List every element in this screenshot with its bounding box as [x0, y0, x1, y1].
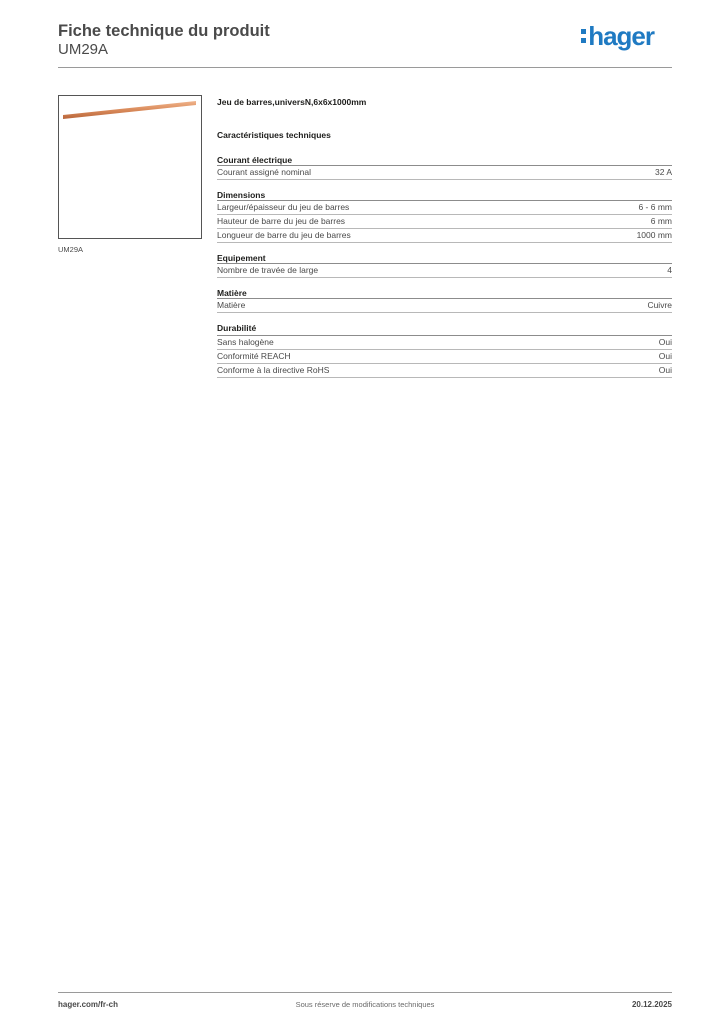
spec-row	[217, 264, 672, 278]
spec-row	[217, 201, 672, 215]
section-heading: Equipement	[217, 252, 672, 264]
spec-value: 6 - 6 mm	[638, 202, 672, 212]
spec-value: Oui	[658, 351, 672, 361]
logo-colon-mark	[581, 29, 586, 43]
product-image	[58, 95, 202, 239]
spec-value: Oui	[658, 337, 672, 347]
section-heading: Durabilité	[217, 322, 672, 336]
footer-date: 20.12.2025	[631, 1000, 672, 1009]
logo-text: hager	[588, 21, 654, 51]
spec-row	[217, 350, 672, 364]
spec-value: Oui	[658, 365, 672, 375]
spec-section-electrical	[217, 154, 672, 180]
spec-value: Cuivre	[647, 300, 672, 310]
copper-busbar-icon	[59, 96, 201, 238]
spec-row	[217, 229, 672, 243]
spec-label: Courant assigné nominal	[217, 167, 312, 177]
spec-row	[217, 166, 672, 180]
spec-row	[217, 299, 672, 313]
spec-section-dimensions	[217, 189, 672, 243]
document-title: Fiche technique du produit	[58, 22, 270, 40]
hager-logo	[581, 22, 654, 50]
page-header	[58, 20, 672, 68]
spec-label: Largeur/épaisseur du jeu de barres	[217, 202, 350, 212]
product-name: Jeu de barres,universN,6x6x1000mm	[217, 97, 367, 107]
spec-value: 32 A	[654, 167, 672, 177]
product-reference: UM29A	[58, 41, 109, 58]
image-caption: UM29A	[58, 245, 84, 254]
spec-label: Matière	[217, 300, 246, 310]
spec-row	[217, 364, 672, 378]
spec-title: Caractéristiques techniques	[217, 130, 331, 140]
spec-label: Longueur de barre du jeu de barres	[217, 230, 351, 240]
spec-row	[217, 336, 672, 350]
footer-website-link[interactable]: hager.com/fr-ch	[58, 1000, 119, 1009]
spec-content	[217, 97, 672, 378]
spec-row	[217, 215, 672, 229]
section-heading: Dimensions	[217, 189, 672, 201]
page-footer	[58, 992, 672, 1012]
spec-label: Hauteur de barre du jeu de barres	[217, 216, 346, 226]
section-heading: Matière	[217, 287, 672, 299]
busbar-shape	[63, 101, 196, 119]
spec-label: Conforme à la directive RoHS	[217, 365, 330, 375]
spec-value: 4	[667, 265, 672, 275]
spec-value: 6 mm	[650, 216, 672, 226]
spec-section-equipment	[217, 252, 672, 278]
spec-value: 1000 mm	[636, 230, 672, 240]
spec-label: Nombre de travée de large	[217, 265, 319, 275]
section-heading: Courant électrique	[217, 154, 672, 166]
spec-section-durability	[217, 322, 672, 378]
spec-section-material	[217, 287, 672, 313]
spec-label: Sans halogène	[217, 337, 274, 347]
footer-disclaimer: Sous réserve de modifications techniques	[295, 1000, 435, 1009]
spec-label: Conformité REACH	[217, 351, 291, 361]
